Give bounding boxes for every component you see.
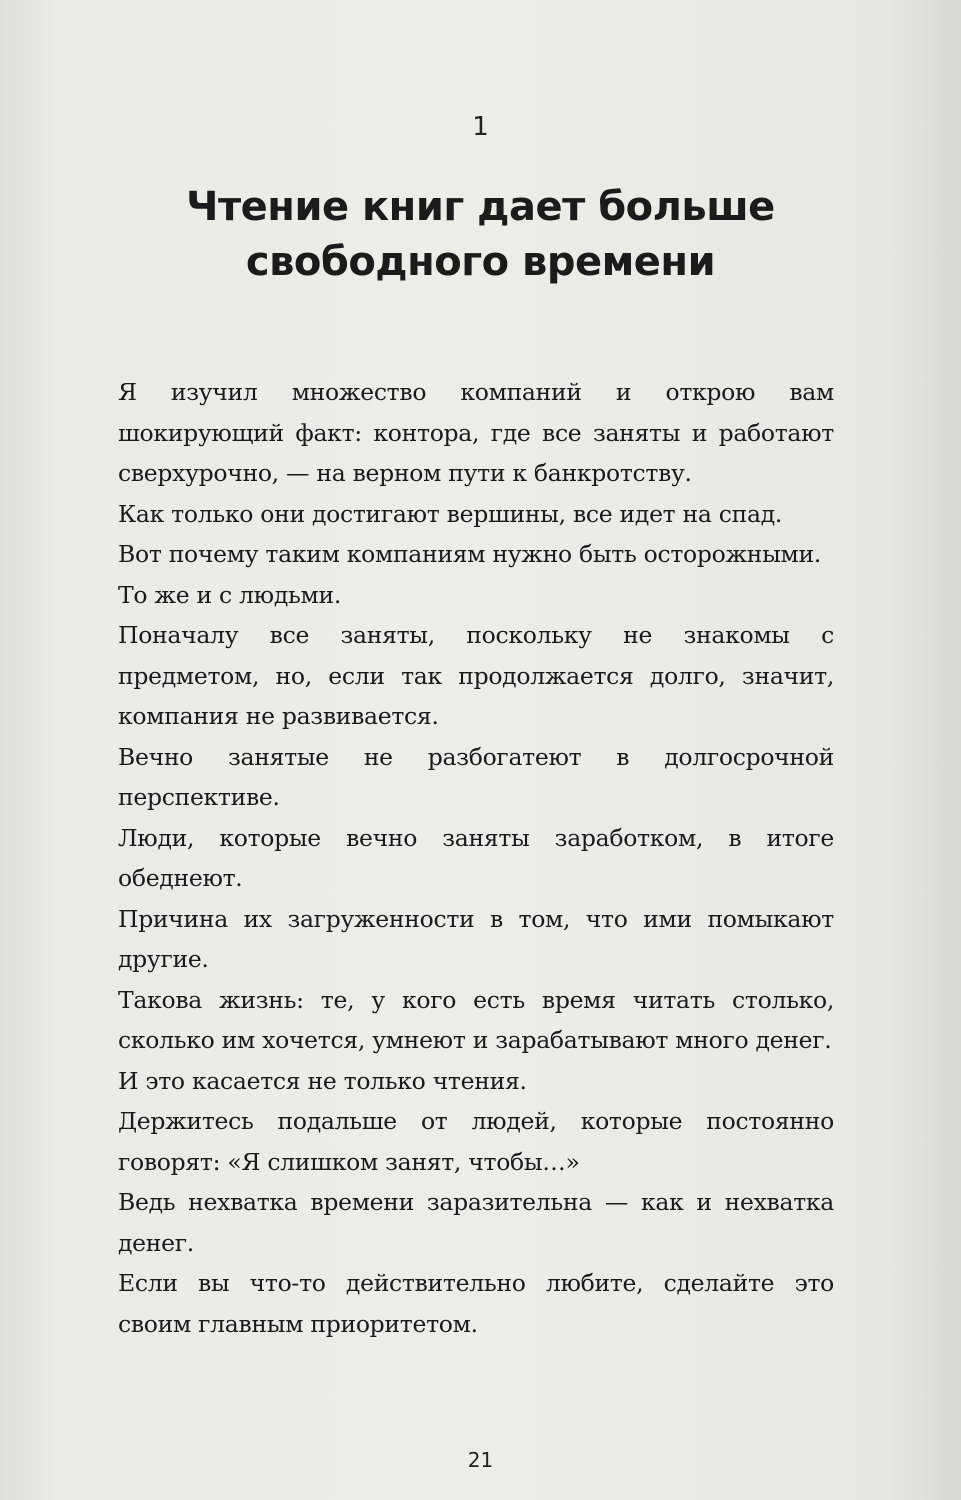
paragraph: Я изучил множество компаний и открою вам шокирующий факт: контора, где все заняты и работают сверхурочно, — на верном пути к банкротству. [118, 378, 834, 487]
paragraph: Как только они достигают вершины, все идет на спад. [118, 499, 783, 528]
chapter-title-line-2: свободного времени [245, 239, 716, 285]
page-number: 21 [467, 1448, 494, 1472]
chapter-number: 1 [472, 112, 489, 142]
paragraph: Причина их загруженности в том, что ими помыкают другие. [118, 904, 834, 973]
chapter-title [60, 180, 901, 290]
chapter-title-line-1: Чтение книг дает больше [186, 184, 775, 230]
paragraph: Такова жизнь: те, у кого есть время читать столько, сколько им хочется, умнеют и зарабатывают много денег. [118, 985, 834, 1054]
paragraph: И это касается не только чтения. [118, 1066, 527, 1095]
paragraph: Люди, которые вечно заняты заработком, в итоге обеднеют. [118, 823, 834, 892]
paragraph: Вот почему таким компаниям нужно быть осторожными. [118, 540, 822, 568]
paragraph: Ведь нехватка времени заразительна — как и нехватка денег. [118, 1188, 834, 1257]
body-text [118, 372, 834, 1344]
paragraph: Если вы что-то действительно любите, сделайте это своим главным приоритетом. [118, 1269, 834, 1338]
paragraph: Держитесь подальше от людей, которые постоянно говорят: «Я слишком занят, чтобы…» [118, 1107, 834, 1176]
paragraph: То же и с людьми. [118, 580, 342, 609]
paragraph: Вечно занятые не разбогатеют в долгосрочной перспективе. [118, 742, 834, 811]
paragraph: Поначалу все заняты, поскольку не знакомы с предметом, но, если так продолжается долго, значит, компания не развивается. [118, 621, 834, 730]
